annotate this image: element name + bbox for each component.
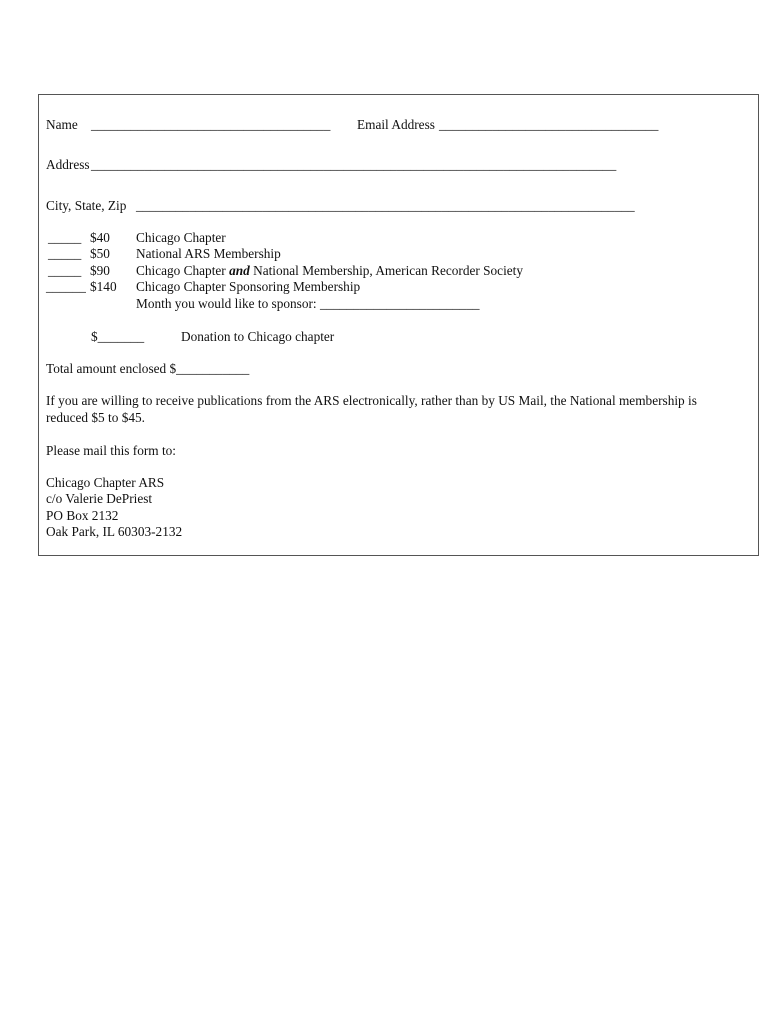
email-label: Email Address [357,117,435,132]
option-amount-40: $40 [90,230,110,245]
donation-amount-field[interactable]: $_______ [91,329,145,344]
option-description-40: Chicago Chapter [136,230,226,245]
membership-form [38,94,759,556]
option-description-90-pre: Chicago Chapter [136,263,230,278]
name-field[interactable]: ____________________________________ [91,117,331,132]
electronic-delivery-note: If you are willing to receive publications from the ARS electronically, rather than by US Mail, the National membership is reduced $5 to $45. [46,393,697,425]
city-state-zip-label: City, State, Zip [46,198,127,213]
option-amount-90: $90 [90,263,110,278]
option-description-90 [136,263,523,279]
option-blank-50[interactable]: _____ [48,246,82,261]
option-description-90-post: National Membership, American Recorder Society [249,263,524,278]
donation-label: Donation to Chicago chapter [181,329,335,344]
name-label: Name [46,117,78,132]
option-blank-40[interactable]: _____ [48,230,82,245]
city-state-zip-field[interactable]: ___________________________________________________________________________ [136,198,635,213]
option-description-50: National ARS Membership [136,246,281,261]
mailing-address-line1: Chicago Chapter ARS [46,475,165,490]
address-field[interactable]: _______________________________________________________________________________ [91,157,617,172]
mailing-address-line3: PO Box 2132 [46,508,119,523]
mailing-address-line4: Oak Park, IL 60303-2132 [46,524,183,539]
mail-instruction: Please mail this form to: [46,443,176,458]
option-description-90-emphasis: and [229,263,250,278]
sponsor-month-field[interactable]: Month you would like to sponsor: ________________________ [136,296,480,311]
total-amount-field[interactable]: Total amount enclosed $___________ [46,361,250,376]
email-field[interactable]: _________________________________ [439,117,659,132]
address-label: Address [46,157,90,172]
option-amount-140: $140 [90,279,117,294]
option-blank-140[interactable]: ______ [46,279,86,294]
option-description-140: Chicago Chapter Sponsoring Membership [136,279,361,294]
mailing-address-line2: c/o Valerie DePriest [46,491,153,506]
option-blank-90[interactable]: _____ [48,263,82,278]
option-amount-50: $50 [90,246,110,261]
